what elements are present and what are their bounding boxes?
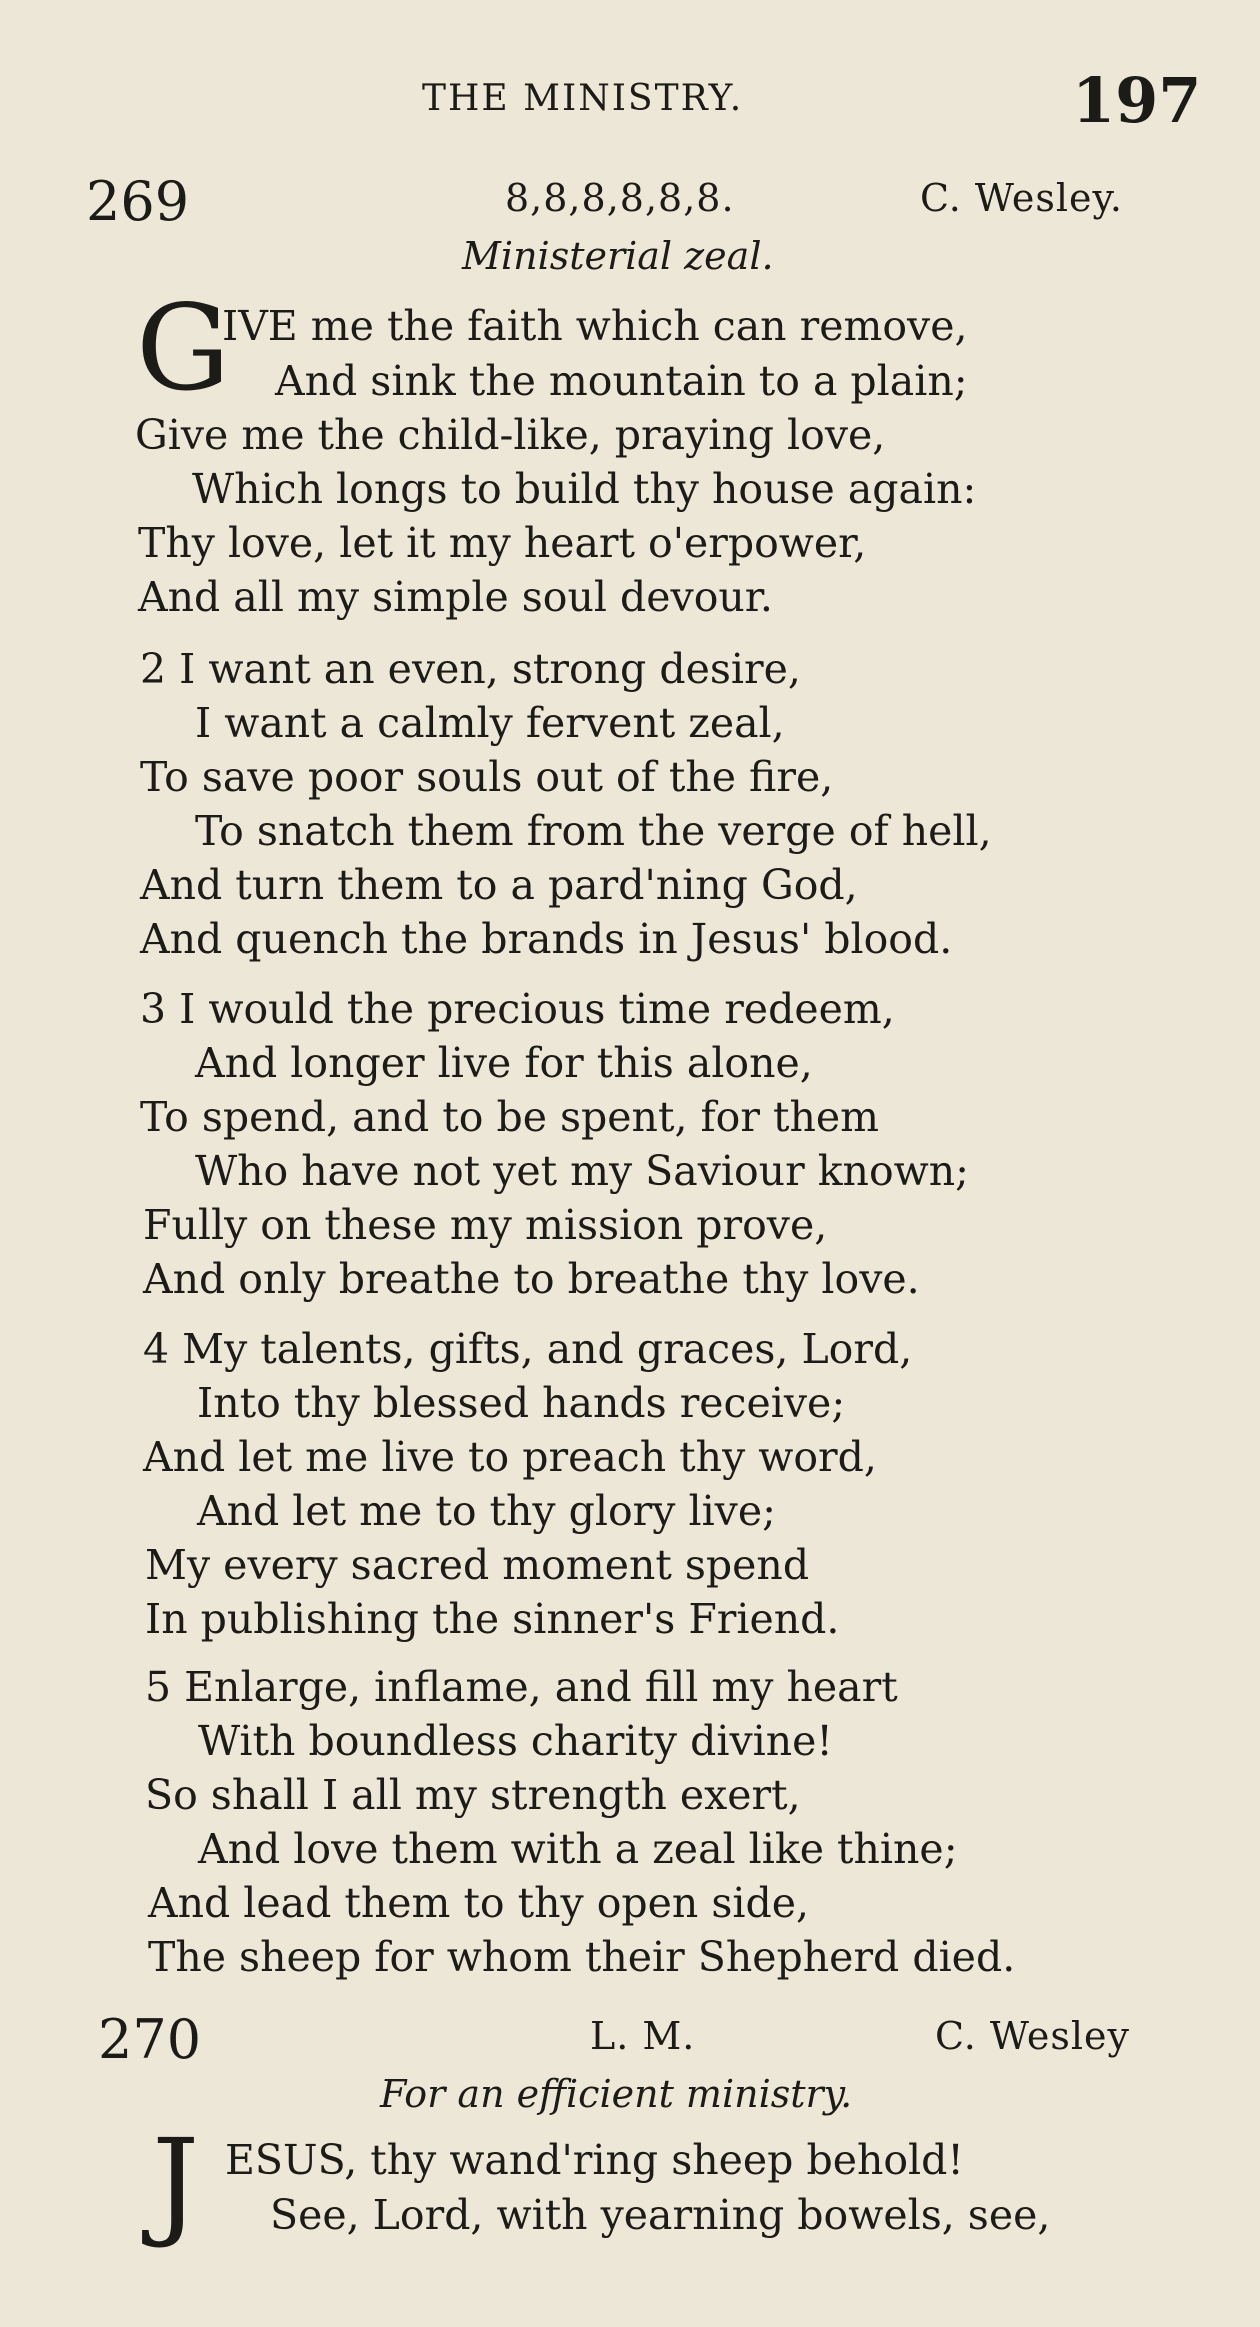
verse-line: And love them with a zeal like thine;	[198, 1825, 958, 1873]
page-number: 197	[1072, 64, 1202, 137]
drop-cap: J	[152, 2113, 200, 2251]
hymn-number: 269	[86, 170, 190, 233]
verse-line: And turn them to a pard'ning God,	[140, 861, 858, 909]
hymn-author: C. Wesley.	[920, 176, 1123, 220]
verse-line: 4 My talents, gifts, and graces, Lord,	[143, 1325, 913, 1373]
verse-line: My every sacred moment spend	[145, 1541, 810, 1589]
first-line-text: IVE me the faith which can remove,	[222, 302, 968, 350]
verse-line: And let me live to preach thy word,	[143, 1433, 877, 1481]
hymn-number: 270	[98, 2008, 202, 2071]
hymn-subtitle: Ministerial zeal.	[462, 234, 774, 278]
verse-line: And quench the brands in Jesus' blood.	[140, 915, 953, 963]
verse-line: 3 I would the precious time redeem,	[140, 985, 895, 1033]
verse-line: And let me to thy glory live;	[197, 1487, 776, 1535]
hymn-subtitle: For an efficient ministry.	[380, 2072, 853, 2116]
verse-line: The sheep for whom their Shepherd died.	[148, 1933, 1016, 1981]
verse-line: Which longs to build thy house again:	[192, 465, 977, 513]
hymn-author: C. Wesley	[935, 2014, 1130, 2058]
verse-line: Thy love, let it my heart o'erpower,	[138, 519, 867, 567]
verse-line: Fully on these my mission prove,	[143, 1201, 828, 1249]
verse-line: Into thy blessed hands receive;	[197, 1379, 846, 1427]
hymn-meter: 8,8,8,8,8,8.	[505, 176, 735, 220]
verse-line: To spend, and to be spent, for them	[140, 1093, 880, 1141]
verse-line: So shall I all my strength exert,	[145, 1771, 801, 1819]
verse-line: With boundless charity divine!	[198, 1717, 833, 1765]
verse-line: And lead them to thy open side,	[148, 1879, 810, 1927]
verse-line: And all my simple soul devour.	[138, 573, 773, 621]
verse-line: And longer live for this alone,	[195, 1039, 813, 1087]
first-line-text: ESUS, thy wand'ring sheep behold!	[225, 2136, 964, 2184]
verse-line: 5 Enlarge, inflame, and fill my heart	[145, 1663, 898, 1711]
running-title: THE MINISTRY.	[422, 78, 744, 119]
drop-cap: G	[136, 279, 231, 417]
verse-line: Give me the child-like, praying love,	[135, 411, 886, 459]
hymn-meter: L. M.	[590, 2014, 696, 2058]
verse-line: And sink the mountain to a plain;	[275, 357, 968, 405]
verse-line: See, Lord, with yearning bowels, see,	[270, 2191, 1051, 2239]
verse-line: To save poor souls out of the fire,	[140, 753, 834, 801]
verse-line: I want a calmly fervent zeal,	[195, 699, 785, 747]
verse-line: To snatch them from the verge of hell,	[195, 807, 992, 855]
verse-line: 2 I want an even, strong desire,	[140, 645, 801, 693]
verse-line: And only breathe to breathe thy love.	[143, 1255, 920, 1303]
verse-line: In publishing the sinner's Friend.	[145, 1595, 840, 1643]
verse-line: Who have not yet my Saviour known;	[195, 1147, 969, 1195]
